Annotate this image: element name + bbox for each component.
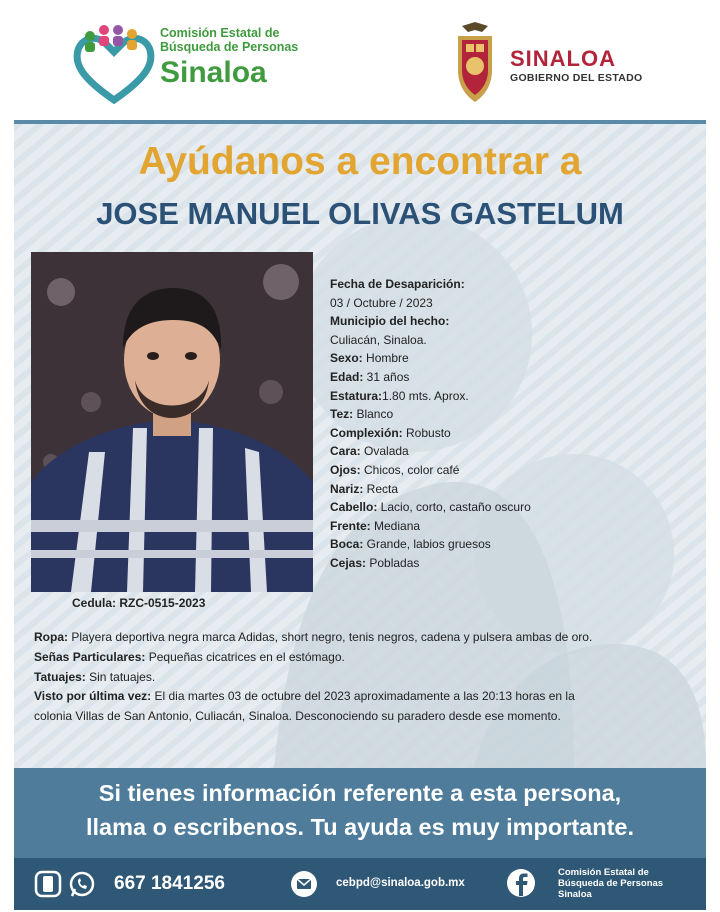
contact-email[interactable]: cebpd@sinaloa.gob.mx <box>336 877 465 889</box>
tez-value: Blanco <box>353 407 394 422</box>
facebook-icon[interactable] <box>506 868 536 898</box>
additional-info <box>34 628 694 727</box>
info-visto-cont: colonia Villas de San Antonio, Culiacán, Sinaloa. Desconociendo su paradero desde ese momento. <box>34 709 561 724</box>
complexion-value: Robusto <box>402 425 451 440</box>
detail-boca <box>330 535 690 554</box>
sinaloa-government-logo <box>452 20 662 106</box>
sinaloa-subtitle: GOBIERNO DEL ESTADO <box>510 72 643 84</box>
sexo-label: Sexo: <box>330 351 363 366</box>
org-line2: Búsqueda de Personas <box>558 878 664 889</box>
cta-line1: Si tienes información referente a esta persona, <box>98 780 622 806</box>
person-details <box>330 275 690 573</box>
nariz-label: Nariz: <box>330 481 364 496</box>
info-visto <box>34 687 694 707</box>
ojos-label: Ojos: <box>330 462 361 477</box>
boca-label: Boca: <box>330 537 364 552</box>
heart-people-icon <box>72 20 156 106</box>
info-tatuajes <box>34 668 694 688</box>
sexo-value: Hombre <box>362 351 409 366</box>
tatuajes-value: Sin tatuajes. <box>85 669 156 684</box>
boca-value: Grande, labios gruesos <box>363 537 491 552</box>
ojos-value: Chicos, color café <box>360 462 460 477</box>
visto-label: Visto por última vez: <box>34 689 152 704</box>
facebook-page-name[interactable] <box>558 867 663 900</box>
cebp-line1: Comisión Estatal de <box>160 26 280 40</box>
cara-label: Cara: <box>330 444 361 459</box>
cta-line2: llama o escribenos. Tu ayuda es muy importante. <box>85 814 635 840</box>
person-name: JOSE MANUEL OLIVAS GASTELUM <box>96 196 624 231</box>
sinaloa-name: SINALOA <box>510 46 616 71</box>
detail-cejas <box>330 554 690 573</box>
person-photo <box>31 252 313 592</box>
flyer-header <box>0 0 720 122</box>
email-icon <box>290 870 318 898</box>
edad-value: 31 años <box>363 369 410 384</box>
cara-value: Ovalada <box>360 444 409 459</box>
tez-label: Tez: <box>330 407 354 422</box>
detail-estatura <box>330 387 690 406</box>
detail-nariz <box>330 480 690 499</box>
person-photo-image <box>31 252 313 592</box>
detail-sexo <box>330 349 690 368</box>
call-to-action-text <box>14 776 706 844</box>
detail-fecha-label <box>330 275 690 294</box>
detail-fecha-value: 03 / Octubre / 2023 <box>330 295 433 310</box>
fecha-label: Fecha de Desaparición: <box>330 277 465 291</box>
info-ropa <box>34 628 694 648</box>
detail-tez <box>330 405 690 424</box>
contact-phone[interactable]: 667 1841256 <box>114 873 225 894</box>
cejas-label: Cejas: <box>330 555 367 570</box>
cebp-logo <box>72 20 312 110</box>
nariz-value: Recta <box>363 481 399 496</box>
cabello-value: Lacio, corto, castaño oscuro <box>377 500 531 515</box>
flyer-title: Ayúdanos a encontrar a <box>138 140 582 183</box>
estatura-label: Estatura: <box>330 388 383 403</box>
detail-cabello <box>330 498 690 517</box>
detail-municipio-label <box>330 312 690 331</box>
cabello-label: Cabello: <box>330 500 378 515</box>
estatura-value: 1.80 mts. Aprox. <box>382 388 469 403</box>
frente-label: Frente: <box>330 518 371 533</box>
detail-cara <box>330 442 690 461</box>
visto-value-line1: El dia martes 03 de octubre del 2023 aproximadamente a las 20:13 horas en la <box>151 689 575 704</box>
edad-label: Edad: <box>330 369 364 384</box>
cebp-wordmark <box>160 26 298 90</box>
cebp-state: Sinaloa <box>160 56 267 89</box>
ropa-value: Playera deportiva negra marca Adidas, short negro, tenis negros, cadena y pulsera ambas de oro. <box>68 630 593 644</box>
info-senas <box>34 648 694 668</box>
detail-ojos <box>330 461 690 480</box>
contact-footer <box>14 858 706 910</box>
detail-edad <box>330 368 690 387</box>
senas-label: Señas Particulares: <box>34 649 146 664</box>
senas-value: Pequeñas cicatrices en el estómago. <box>145 649 345 664</box>
tatuajes-label: Tatuajes: <box>34 669 86 684</box>
detail-complexion <box>330 424 690 443</box>
state-shield-icon <box>452 20 498 104</box>
detail-municipio-value: Culiacán, Sinaloa. <box>330 332 427 347</box>
call-to-action <box>14 768 706 858</box>
ropa-label: Ropa: <box>34 630 68 644</box>
mobile-phone-icon <box>34 870 62 898</box>
detail-frente <box>330 517 690 536</box>
municipio-label: Municipio del hecho: <box>330 314 450 329</box>
org-line3: Sinaloa <box>558 889 592 900</box>
cejas-value: Pobladas <box>366 555 420 570</box>
cebp-line2: Búsqueda de Personas <box>160 40 299 54</box>
complexion-label: Complexión: <box>330 425 403 440</box>
whatsapp-icon <box>68 870 96 898</box>
frente-value: Mediana <box>370 518 421 533</box>
org-line1: Comisión Estatal de <box>558 867 649 878</box>
cedula-number: Cedula: RZC-0515-2023 <box>72 596 206 610</box>
main-panel <box>14 124 706 768</box>
